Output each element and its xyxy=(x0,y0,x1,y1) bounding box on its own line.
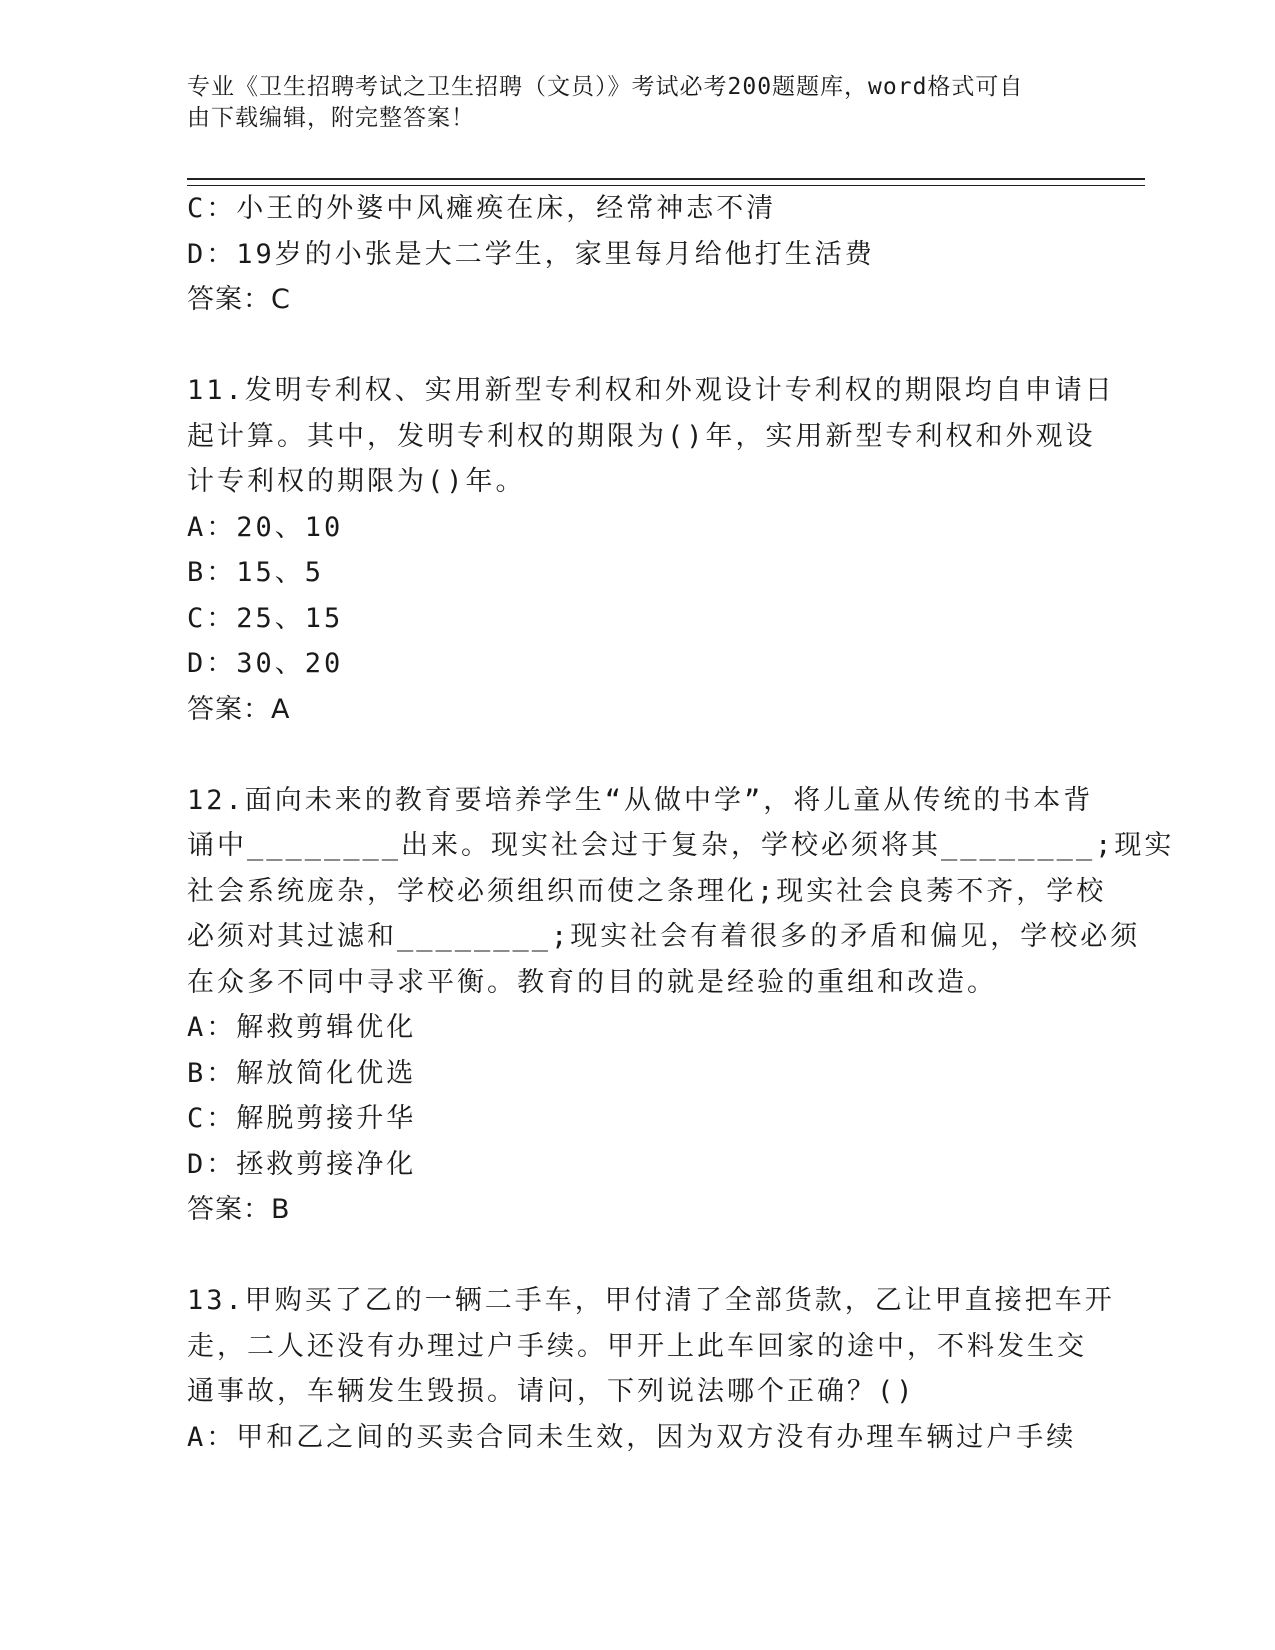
option-d: D：19岁的小张是大二学生，家里每月给他打生活费 xyxy=(187,238,875,270)
question-11 xyxy=(187,368,1115,732)
page-header xyxy=(187,72,1087,134)
option-c: C：解脱剪接升华 xyxy=(187,1103,417,1134)
document-body xyxy=(187,186,1175,1460)
option-c: C：小王的外婆中风瘫痪在床，经常神志不清 xyxy=(187,193,777,224)
answer: 答案：A xyxy=(187,693,291,725)
question-12 xyxy=(187,778,1175,1233)
option-a: A：解救剪辑优化 xyxy=(187,1012,417,1043)
question-text-line: 计专利权的期限为()年。 xyxy=(187,466,526,497)
question-text-line: 12.面向未来的教育要培养学生“从做中学”，将儿童从传统的书本背 xyxy=(187,784,1094,816)
question-text-line: 走，二人还没有办理过户手续。甲开上此车回家的途中，不料发生交 xyxy=(187,1330,1087,1362)
question-text-line: 诵中________出来。现实社会过于复杂，学校必须将其________;现实 xyxy=(187,830,1175,861)
question-text-line: 11.发明专利权、实用新型专利权和外观设计专利权的期限均自申请日 xyxy=(187,375,1115,406)
answer: 答案：C xyxy=(187,284,291,315)
question-text-line: 通事故，车辆发生毁损。请问，下列说法哪个正确？() xyxy=(187,1376,916,1407)
option-b: B：15、5 xyxy=(187,557,325,588)
question-13 xyxy=(187,1278,1115,1460)
question-text-line: 社会系统庞杂，学校必须组织而使之条理化;现实社会良莠不齐，学校 xyxy=(187,875,1107,907)
previous-question-tail xyxy=(187,186,1087,323)
spacer xyxy=(187,323,1087,369)
question-text-line: 起计算。其中，发明专利权的期限为()年，实用新型专利权和外观设 xyxy=(187,420,1096,452)
option-d: D：30、20 xyxy=(187,648,344,679)
question-text-line: 必须对其过滤和________;现实社会有着很多的矛盾和偏见，学校必须 xyxy=(187,921,1141,952)
option-c: C：25、15 xyxy=(187,602,344,634)
option-d: D：拯救剪接净化 xyxy=(187,1148,417,1180)
header-divider xyxy=(187,178,1145,186)
option-a: A：20、10 xyxy=(187,511,344,543)
header-line-1: 专业《卫生招聘考试之卫生招聘（文员）》考试必考200题题库，word格式可自 xyxy=(187,74,1024,100)
question-text-line: 在众多不同中寻求平衡。教育的目的就是经验的重组和改造。 xyxy=(187,966,997,998)
spacer xyxy=(187,1233,1087,1279)
option-b: B：解放简化优选 xyxy=(187,1057,417,1089)
spacer xyxy=(187,732,1087,778)
option-a: A：甲和乙之间的买卖合同未生效，因为双方没有办理车辆过户手续 xyxy=(187,1421,1077,1453)
header-line-2: 由下载编辑，附完整答案！ xyxy=(187,105,475,131)
question-text-line: 13.甲购买了乙的一辆二手车，甲付清了全部货款，乙让甲直接把车开 xyxy=(187,1285,1115,1316)
answer: 答案：B xyxy=(187,1194,291,1225)
